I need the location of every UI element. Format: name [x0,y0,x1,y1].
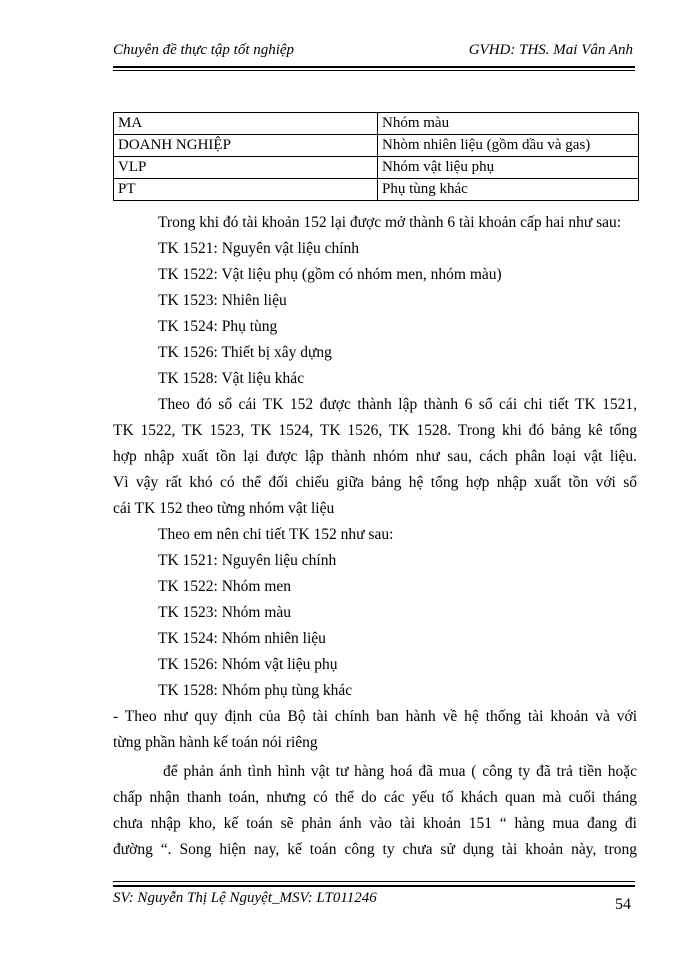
paragraph-line: Vì vậy rất khó có thể đối chiếu giữa bảng hệ tổng hợp nhập xuất tồn với sổ [113,474,637,491]
footer-rule-thin [113,881,635,882]
table-cell: Phụ tùng khác [378,179,639,201]
footer-student: SV: Nguyễn Thị Lệ Nguyệt_MSV: LT011246 [113,890,377,906]
header-rule-thin [113,70,635,71]
table-row [114,179,639,201]
list-item: TK 1524: Nhóm nhiên liệu [158,630,326,647]
paragraph-line: TK 1522, TK 1523, TK 1524, TK 1526, TK 1528. Trong khi đó bảng kê tổng [113,422,637,439]
list-item: TK 1521: Nguyên liệu chính [158,552,337,569]
table-cell: Nhóm vật liệu phụ [378,157,639,179]
table-cell: PT [114,179,378,201]
list-item: TK 1528: Nhóm phụ tùng khác [158,682,353,699]
header-rule [113,66,635,68]
table-row [114,113,639,135]
page-header [113,40,633,66]
classification-table [113,112,639,201]
table-cell: Nhòm nhiên liệu (gồm dầu và gas) [378,135,639,157]
page-number: 54 [615,896,631,913]
paragraph-line: hợp nhập xuất tồn lại được lập thành nhóm như sau, cách phân loại vật liệu. [113,448,637,465]
paragraph-line: đường “. Song hiện nay, kế toán công ty chưa sử dụng tài khoản này, trong [113,841,637,858]
table-cell: VLP [114,157,378,179]
paragraph-line: từng phần hành kế toán nói riêng [113,734,318,751]
page-footer [113,890,635,914]
footer-rule [113,885,635,887]
list-item: TK 1528: Vật liệu khác [158,370,305,387]
list-item: TK 1526: Nhóm vật liệu phụ [158,656,338,673]
header-title: Chuyên đề thực tập tốt nghiệp [113,42,295,58]
paragraph-line: cái TK 152 theo từng nhóm vật liệu [113,500,335,517]
paragraph-line: chấp nhận thanh toán, nhưng có thể do các yếu tố khách quan mà cuối tháng [113,789,637,806]
table-row [114,157,639,179]
list-item: TK 1521: Nguyên vật liệu chính [158,240,360,257]
paragraph-line: - Theo như quy định của Bộ tài chính ban hành về hệ thống tài khoản và với [113,708,637,725]
list-item: TK 1523: Nhóm màu [158,604,292,621]
paragraph: Theo em nên chi tiết TK 152 như sau: [158,526,394,543]
paragraph: Trong khi đó tài khoản 152 lại được mở thành 6 tài khoản cấp hai như sau: [158,214,622,231]
table-row [114,135,639,157]
list-item: TK 1522: Nhóm men [158,578,292,595]
table-cell: DOANH NGHIỆP [114,135,378,157]
list-item: TK 1523: Nhiên liệu [158,292,287,309]
list-item: TK 1524: Phụ tùng [158,318,278,335]
paragraph-line: chưa nhập kho, kế toán sẽ phản ánh vào tài khoản 151 “ hàng mua đang đi [113,815,637,832]
paragraph-line: Theo đó sổ cái TK 152 được thành lập thành 6 sổ cái chi tiết TK 1521, [158,396,637,413]
body-text [113,210,637,863]
table-cell: MA [114,113,378,135]
list-item: TK 1526: Thiết bị xây dựng [158,344,332,361]
list-item: TK 1522: Vật liệu phụ (gồm có nhóm men, nhóm màu) [158,266,502,283]
header-advisor: GVHD: THS. Mai Vân Anh [468,42,633,58]
paragraph-line: để phản ánh tình hình vật tư hàng hoá đã mua ( công ty đã trả tiền hoặc [163,763,637,780]
table-cell: Nhóm màu [378,113,639,135]
